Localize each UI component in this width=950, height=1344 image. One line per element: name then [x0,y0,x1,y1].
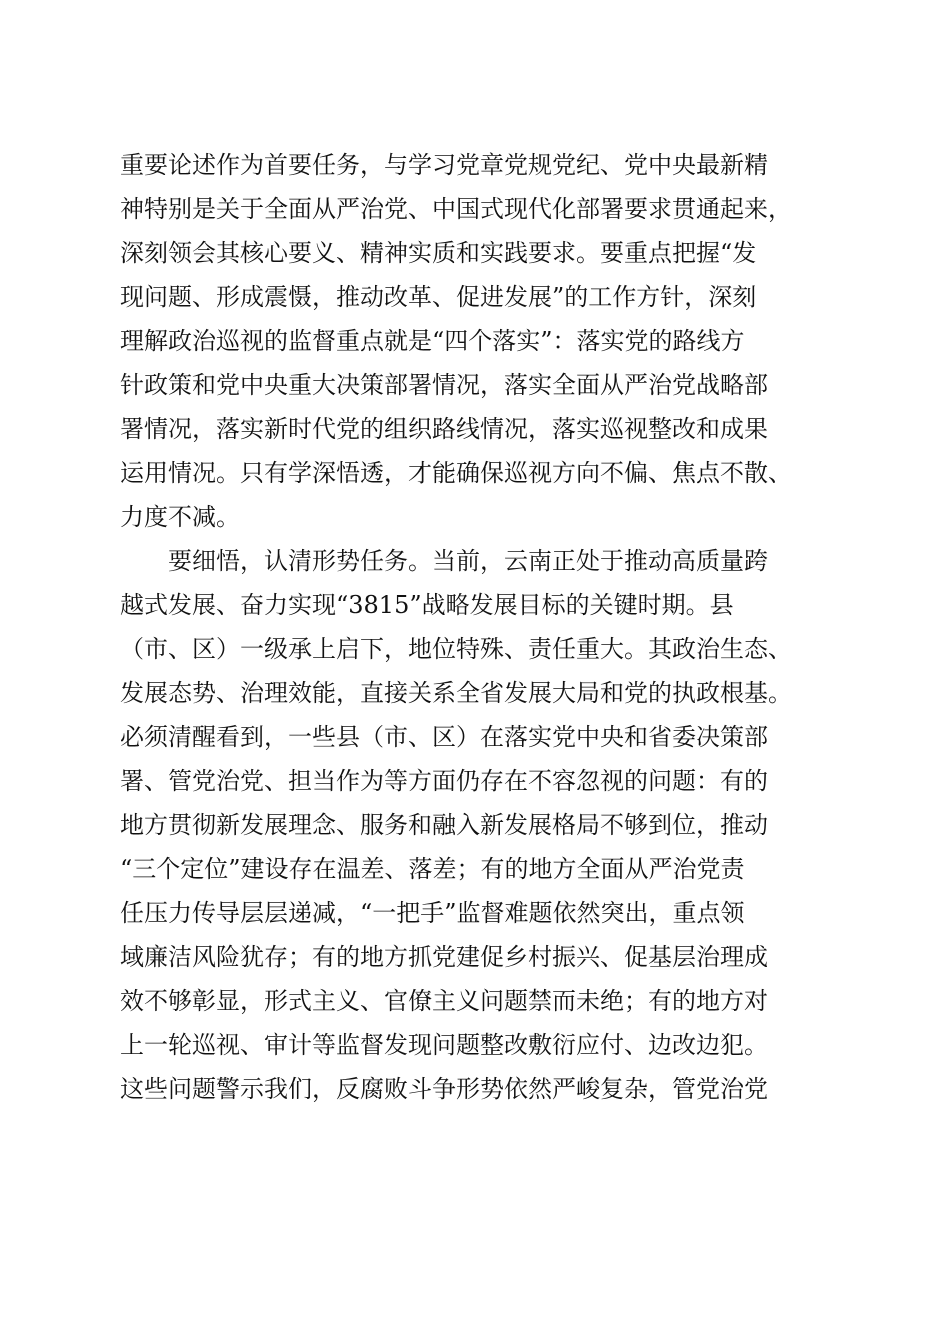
text-line: 地方贯彻新发展理念、服务和融入新发展格局不够到位，推动 [120,811,768,839]
text-line: 署、管党治党、担当作为等方面仍存在不容忽视的问题：有的 [120,767,768,795]
text-line: 重要论述作为首要任务，与学习党章党规党纪、党中央最新精 [120,151,768,179]
text-line: （市、区）一级承上启下，地位特殊、责任重大。其政治生态、 [120,635,792,663]
text-line: 上一轮巡视、审计等监督发现问题整改敷衍应付、边改边犯。 [120,1031,768,1059]
text-line: 越式发展、奋力实现“3815”战略发展目标的关键时期。县 [120,591,734,619]
body-text [120,143,840,1111]
text-line: 必须清醒看到，一些县（市、区）在落实党中央和省委决策部 [120,723,768,751]
text-line: 运用情况。只有学深悟透，才能确保巡视方向不偏、焦点不散、 [120,459,792,487]
paragraph-start-line: 要细悟，认清形势任务。当前，云南正处于推动高质量跨 [168,547,768,575]
text-line: 力度不减。 [120,503,240,531]
text-line: “三个定位”建设存在温差、落差；有的地方全面从严治党责 [120,855,745,883]
text-line: 效不够彰显，形式主义、官僚主义问题禁而未绝；有的地方对 [120,987,768,1015]
text-line: 神特别是关于全面从严治党、中国式现代化部署要求贯通起来， [120,195,792,223]
text-line: 针政策和党中央重大决策部署情况，落实全面从严治党战略部 [120,371,768,399]
text-line: 发展态势、治理效能，直接关系全省发展大局和党的执政根基。 [120,679,792,707]
text-line: 现问题、形成震慑，推动改革、促进发展”的工作方针，深刻 [120,283,757,311]
text-line: 任压力传导层层递减，“一把手”监督难题依然突出，重点领 [120,899,745,927]
text-line: 理解政治巡视的监督重点就是“四个落实”：落实党的路线方 [120,327,745,355]
text-line: 深刻领会其核心要义、精神实质和实践要求。要重点把握“发 [120,239,757,267]
text-line: 署情况，落实新时代党的组织路线情况，落实巡视整改和成果 [120,415,768,443]
text-line: 域廉洁风险犹存；有的地方抓党建促乡村振兴、促基层治理成 [120,943,768,971]
text-line: 这些问题警示我们，反腐败斗争形势依然严峻复杂，管党治党 [120,1075,768,1103]
